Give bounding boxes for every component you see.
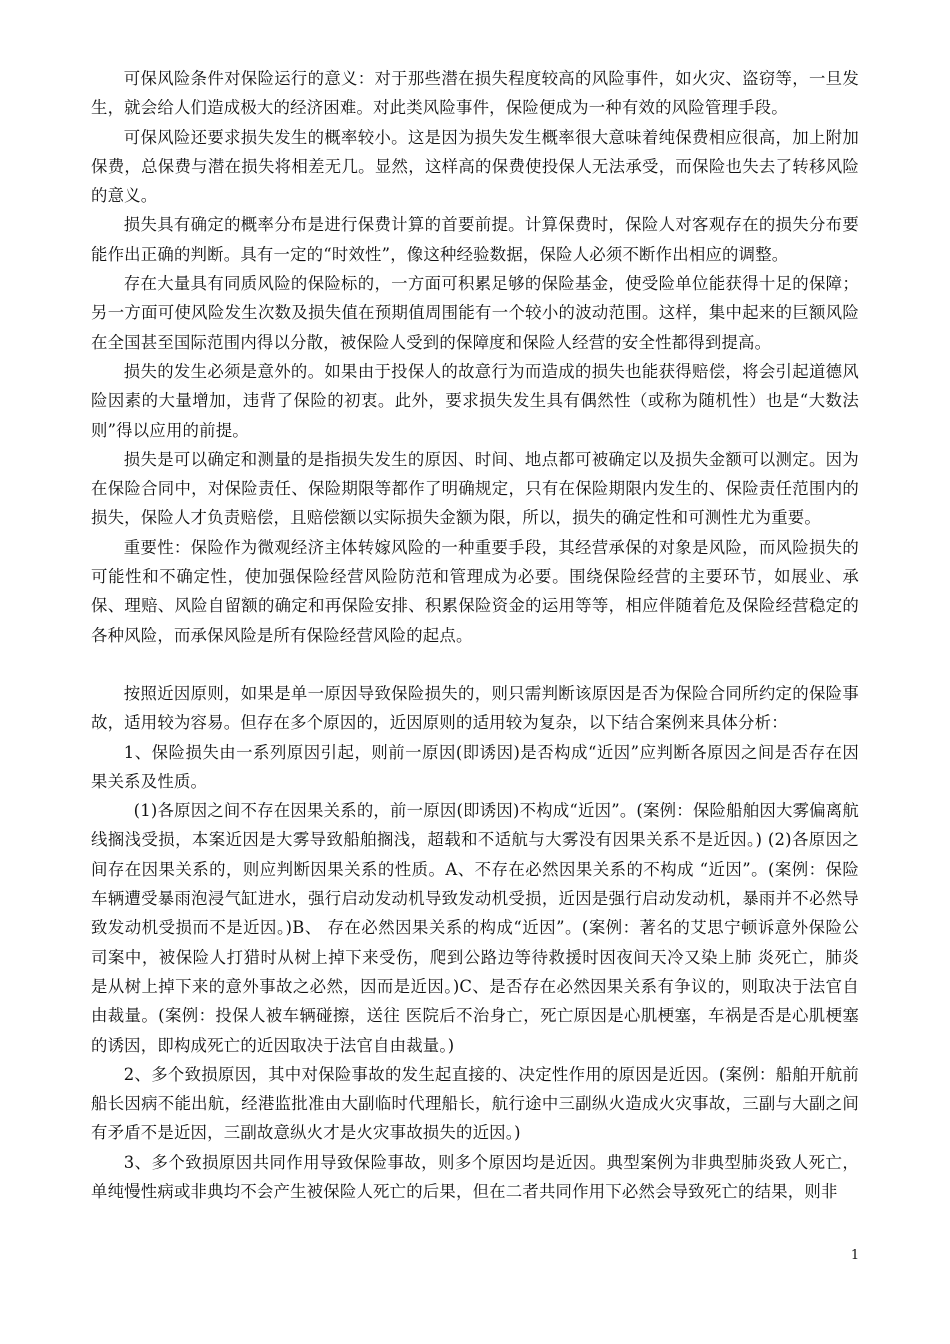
- paragraph-proximate-cause-intro: 按照近因原则，如果是单一原因导致保险损失的，则只需判断该原因是否为保险合同所约定的保险事故，适用较为容易。但存在多个原因的，近因原则的适用较为复杂，以下结合案例来具体分析：: [91, 683, 859, 733]
- paragraph-case-1: 1、保险损失由一系列原因引起，则前一原因(即诱因)是否构成“近因”应判断各原因之间是否存在因果关系及性质。: [91, 742, 859, 791]
- paragraph-probability-distribution: 损失具有确定的概率分布是进行保费计算的首要前提。计算保费时，保险人对客观存在的损失分布要能作出正确的判断。具有一定的“时效性”，像这种经验数据，保险人必须不断作出相应的调整。: [91, 215, 859, 264]
- paragraph-measurable-loss: 损失是可以确定和测量的是指损失发生的原因、时间、地点都可被确定以及损失金额可以测定。因为在保险合同中，对保险责任、保险期限等都作了明确规定，只有在保险期限内发生的、保险责任范围内的损失，保险人才负责赔偿，且赔偿额以实际损失金额为限，所以，损失的确定性和可测性尤为重要。: [91, 449, 859, 528]
- document-page: [91, 64, 859, 1206]
- paragraph-accidental-loss: 损失的发生必须是意外的。如果由于投保人的故意行为而造成的损失也能获得赔偿，将会引起道德风险因素的大量增加，违背了保险的初衷。此外，要求损失发生具有偶然性（或称为随机性）也是“大数法则”得以应用的前提。: [91, 361, 859, 440]
- paragraph-low-probability: 可保风险还要求损失发生的概率较小。这是因为损失发生概率很大意味着纯保费相应很高，加上附加保费，总保费与潜在损失将相差无几。显然，这样高的保费使投保人无法承受，而保险也失去了转移风险的意义。: [91, 127, 859, 206]
- paragraph-homogeneous-risk: 存在大量具有同质风险的保险标的，一方面可积累足够的保险基金，使受险单位能获得十足的保障；另一方面可使风险发生次数及损失值在预期值周围能有一个较小的波动范围。这样，集中起来的巨额风险在全国甚至国际范围内得以分散，被保险人受到的保障度和保险人经营的安全性都得到提高。: [91, 274, 859, 352]
- paragraph-gap: [91, 650, 859, 679]
- paragraph-case-1-details: (1)各原因之间不存在因果关系的，前一原因(即诱因)不构成“近因”。(案例：保险船舶因大雾偏离航线搁浅受损，本案近因是大雾导致船舶搁浅，超载和不适航与大雾没有因果关系不是近因。) (2)各原因之间存在因果关系的，则应判断因果关系的性质。A、不存在必然因果关系的不构成 “近因”。(案例：保险车辆遭受暴雨泡浸气缸进水，强行启动发动机导致发动机受损，近因是强行启动发动机，暴雨并不必然导致发动机受损而不是近因。)B、 存在必然因果关系的构成“近因”。(案例：著名的艾思宁顿诉意外保险公司案中，被保险人打猎时从树上掉下来受伤，爬到公路边等待救援时因夜间天冷又染上肺 炎死亡，肺炎是从树上掉下来的意外事故之必然，因而是近因。)C、是否存在必然因果关系有争议的，则取决于法官自由裁量。(案例：投保人被车辆碰擦，送往 医院后不治身亡，死亡原因是心肌梗塞，车祸是否是心肌梗塞的诱因，即构成死亡的近因取决于法官自由裁量。): [91, 801, 859, 1055]
- paragraph-case-3: 3、多个致损原因共同作用导致保险事故，则多个原因均是近因。典型案例为非典型肺炎致人死亡，单纯慢性病或非典均不会产生被保险人死亡的后果，但在二者共同作用下必然会导致死亡的结果，则非: [91, 1152, 859, 1201]
- paragraph-importance: 重要性：保险作为微观经济主体转嫁风险的一种重要手段，其经营承保的对象是风险，而风险损失的可能性和不确定性，使加强保险经营风险防范和管理成为必要。围绕保险经营的主要环节，如展业、承保、理赔、风险自留额的确定和再保险安排、积累保险资金的运用等等，相应伴随着危及保险经营稳定的各种风险，而承保风险是所有保险经营风险的起点。: [91, 537, 859, 645]
- paragraph-case-2: 2、多个致损原因，其中对保险事故的发生起直接的、决定性作用的原因是近因。(案例：船舶开航前船长因病不能出航，经港监批准由大副临时代理船长，航行途中三副纵火造成火灾事故，三副与大副之间有矛盾不是近因，三副故意纵火才是火灾事故损失的近因。): [91, 1064, 859, 1143]
- paragraph-insurable-risk-significance: 可保风险条件对保险运行的意义：对于那些潜在损失程度较高的风险事件，如火灾、盗窃等，一旦发生，就会给人们造成极大的经济困难。对此类风险事件，保险便成为一种有效的风险管理手段。: [91, 69, 859, 118]
- page-number: 1: [850, 1248, 860, 1263]
